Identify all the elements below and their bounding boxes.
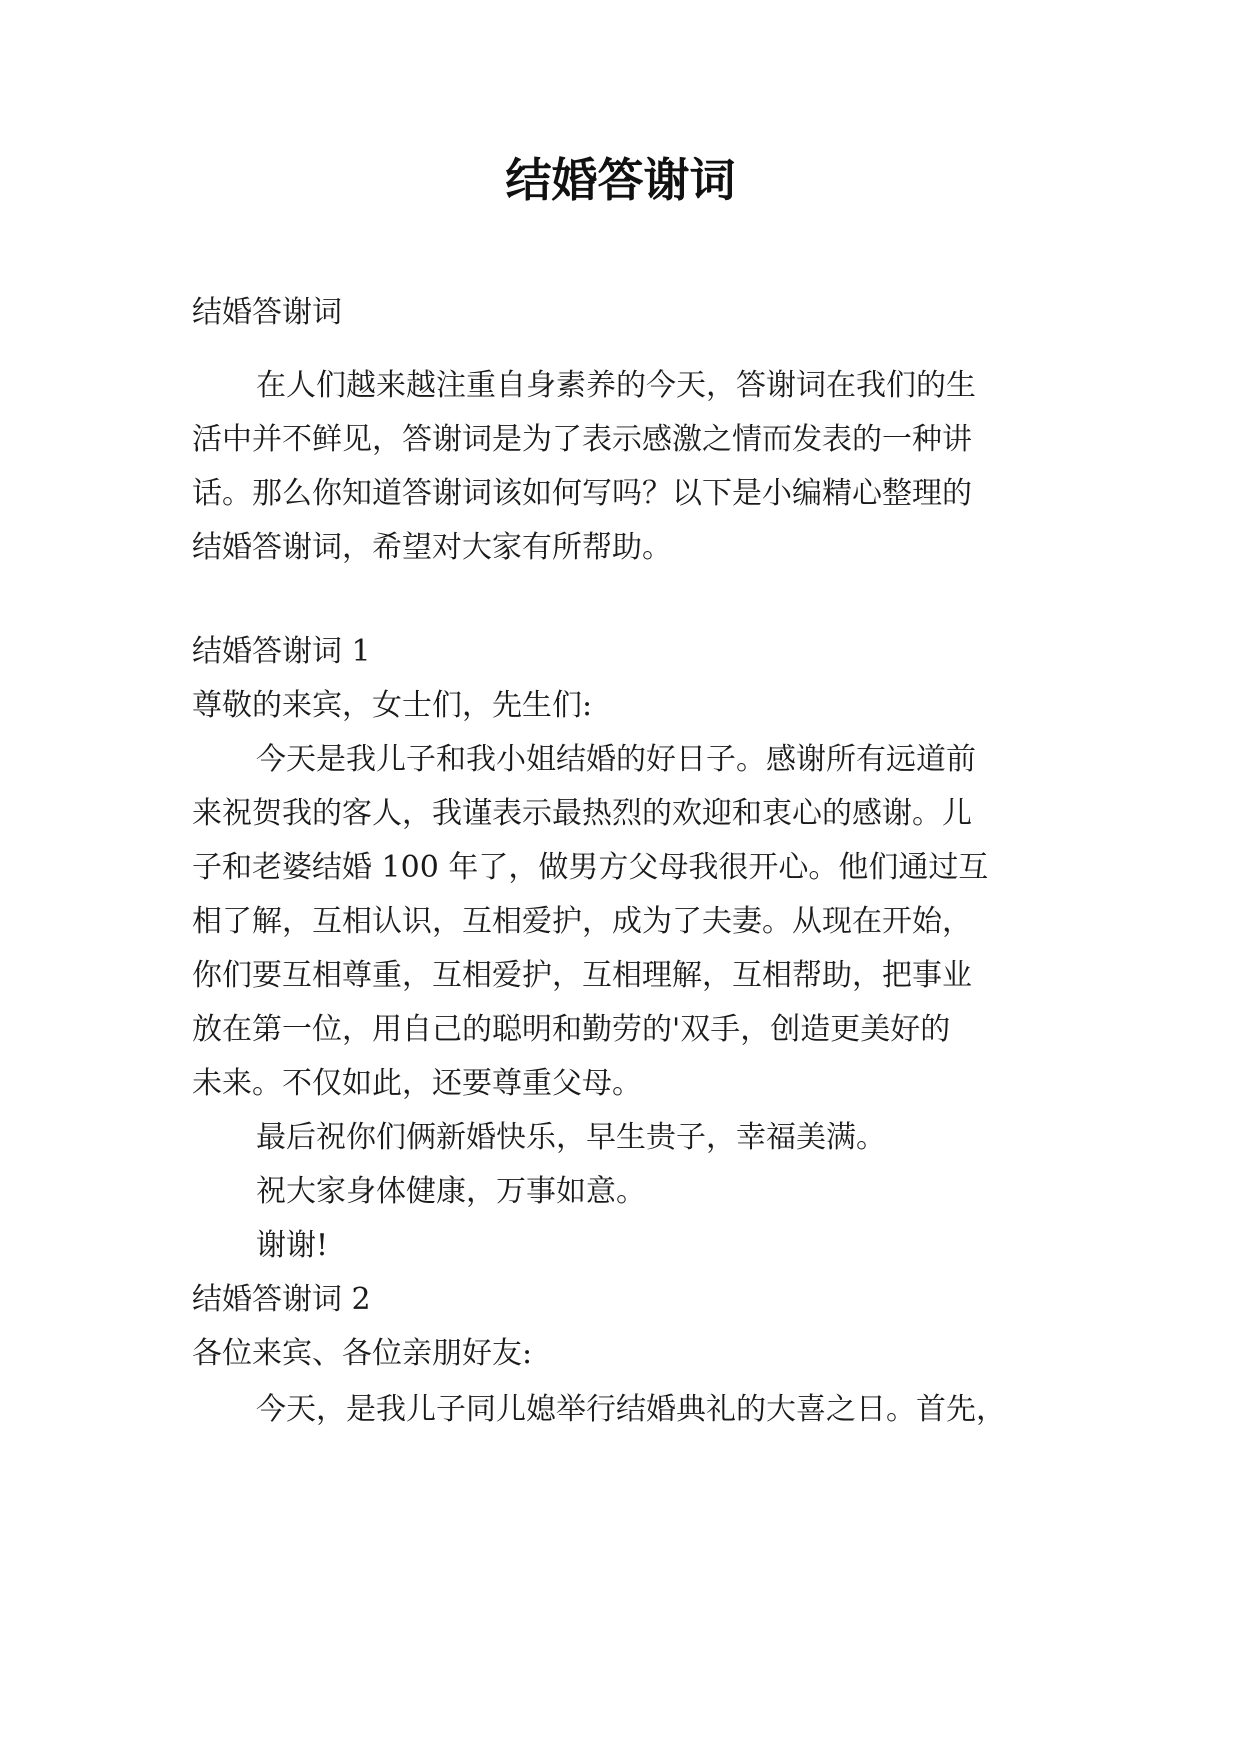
intro-line: 话。那么你知道答谢词该如何写吗？以下是小编精心整理的 bbox=[192, 476, 972, 511]
speech2-body-line: 今天，是我儿子同儿媳举行结婚典礼的大喜之日。首先， bbox=[256, 1392, 1006, 1427]
speech1-body-line: 子和老婆结婚 100 年了，做男方父母我很开心。他们通过互 bbox=[192, 850, 989, 885]
speech1-body-line: 你们要互相尊重，互相爱护，互相理解，互相帮助，把事业 bbox=[192, 958, 972, 993]
speech1-body-line: 来祝贺我的客人，我谨表示最热烈的欢迎和衷心的感谢。儿 bbox=[192, 796, 972, 831]
intro-line: 在人们越来越注重自身素养的今天，答谢词在我们的生 bbox=[256, 368, 976, 403]
speech1-body-line: 今天是我儿子和我小姐结婚的好日子。感谢所有远道前 bbox=[256, 742, 976, 777]
speech1-body-line: 未来。不仅如此，还要尊重父母。 bbox=[192, 1066, 642, 1101]
intro-line: 结婚答谢词，希望对大家有所帮助。 bbox=[192, 530, 672, 565]
speech1-wish-line: 祝大家身体健康，万事如意。 bbox=[256, 1174, 646, 1209]
document-title: 结婚答谢词 bbox=[505, 153, 736, 207]
intro-line: 活中并不鲜见，答谢词是为了表示感激之情而发表的一种讲 bbox=[192, 422, 972, 457]
speech1-wish-line: 最后祝你们俩新婚快乐，早生贵子，幸福美满。 bbox=[256, 1120, 886, 1155]
speech2-salutation: 各位来宾、各位亲朋好友: bbox=[192, 1336, 533, 1371]
speech1-heading: 结婚答谢词 1 bbox=[192, 634, 371, 669]
document-subheading: 结婚答谢词 bbox=[192, 295, 342, 330]
speech2-heading: 结婚答谢词 2 bbox=[192, 1282, 371, 1317]
speech1-wish-line: 谢谢! bbox=[256, 1228, 329, 1263]
speech1-body-line: 相了解，互相认识，互相爱护，成为了夫妻。从现在开始， bbox=[192, 904, 972, 939]
speech1-body-line: 放在第一位，用自己的聪明和勤劳的'双手，创造更美好的 bbox=[192, 1012, 951, 1047]
speech1-salutation: 尊敬的来宾，女士们，先生们: bbox=[192, 688, 593, 723]
